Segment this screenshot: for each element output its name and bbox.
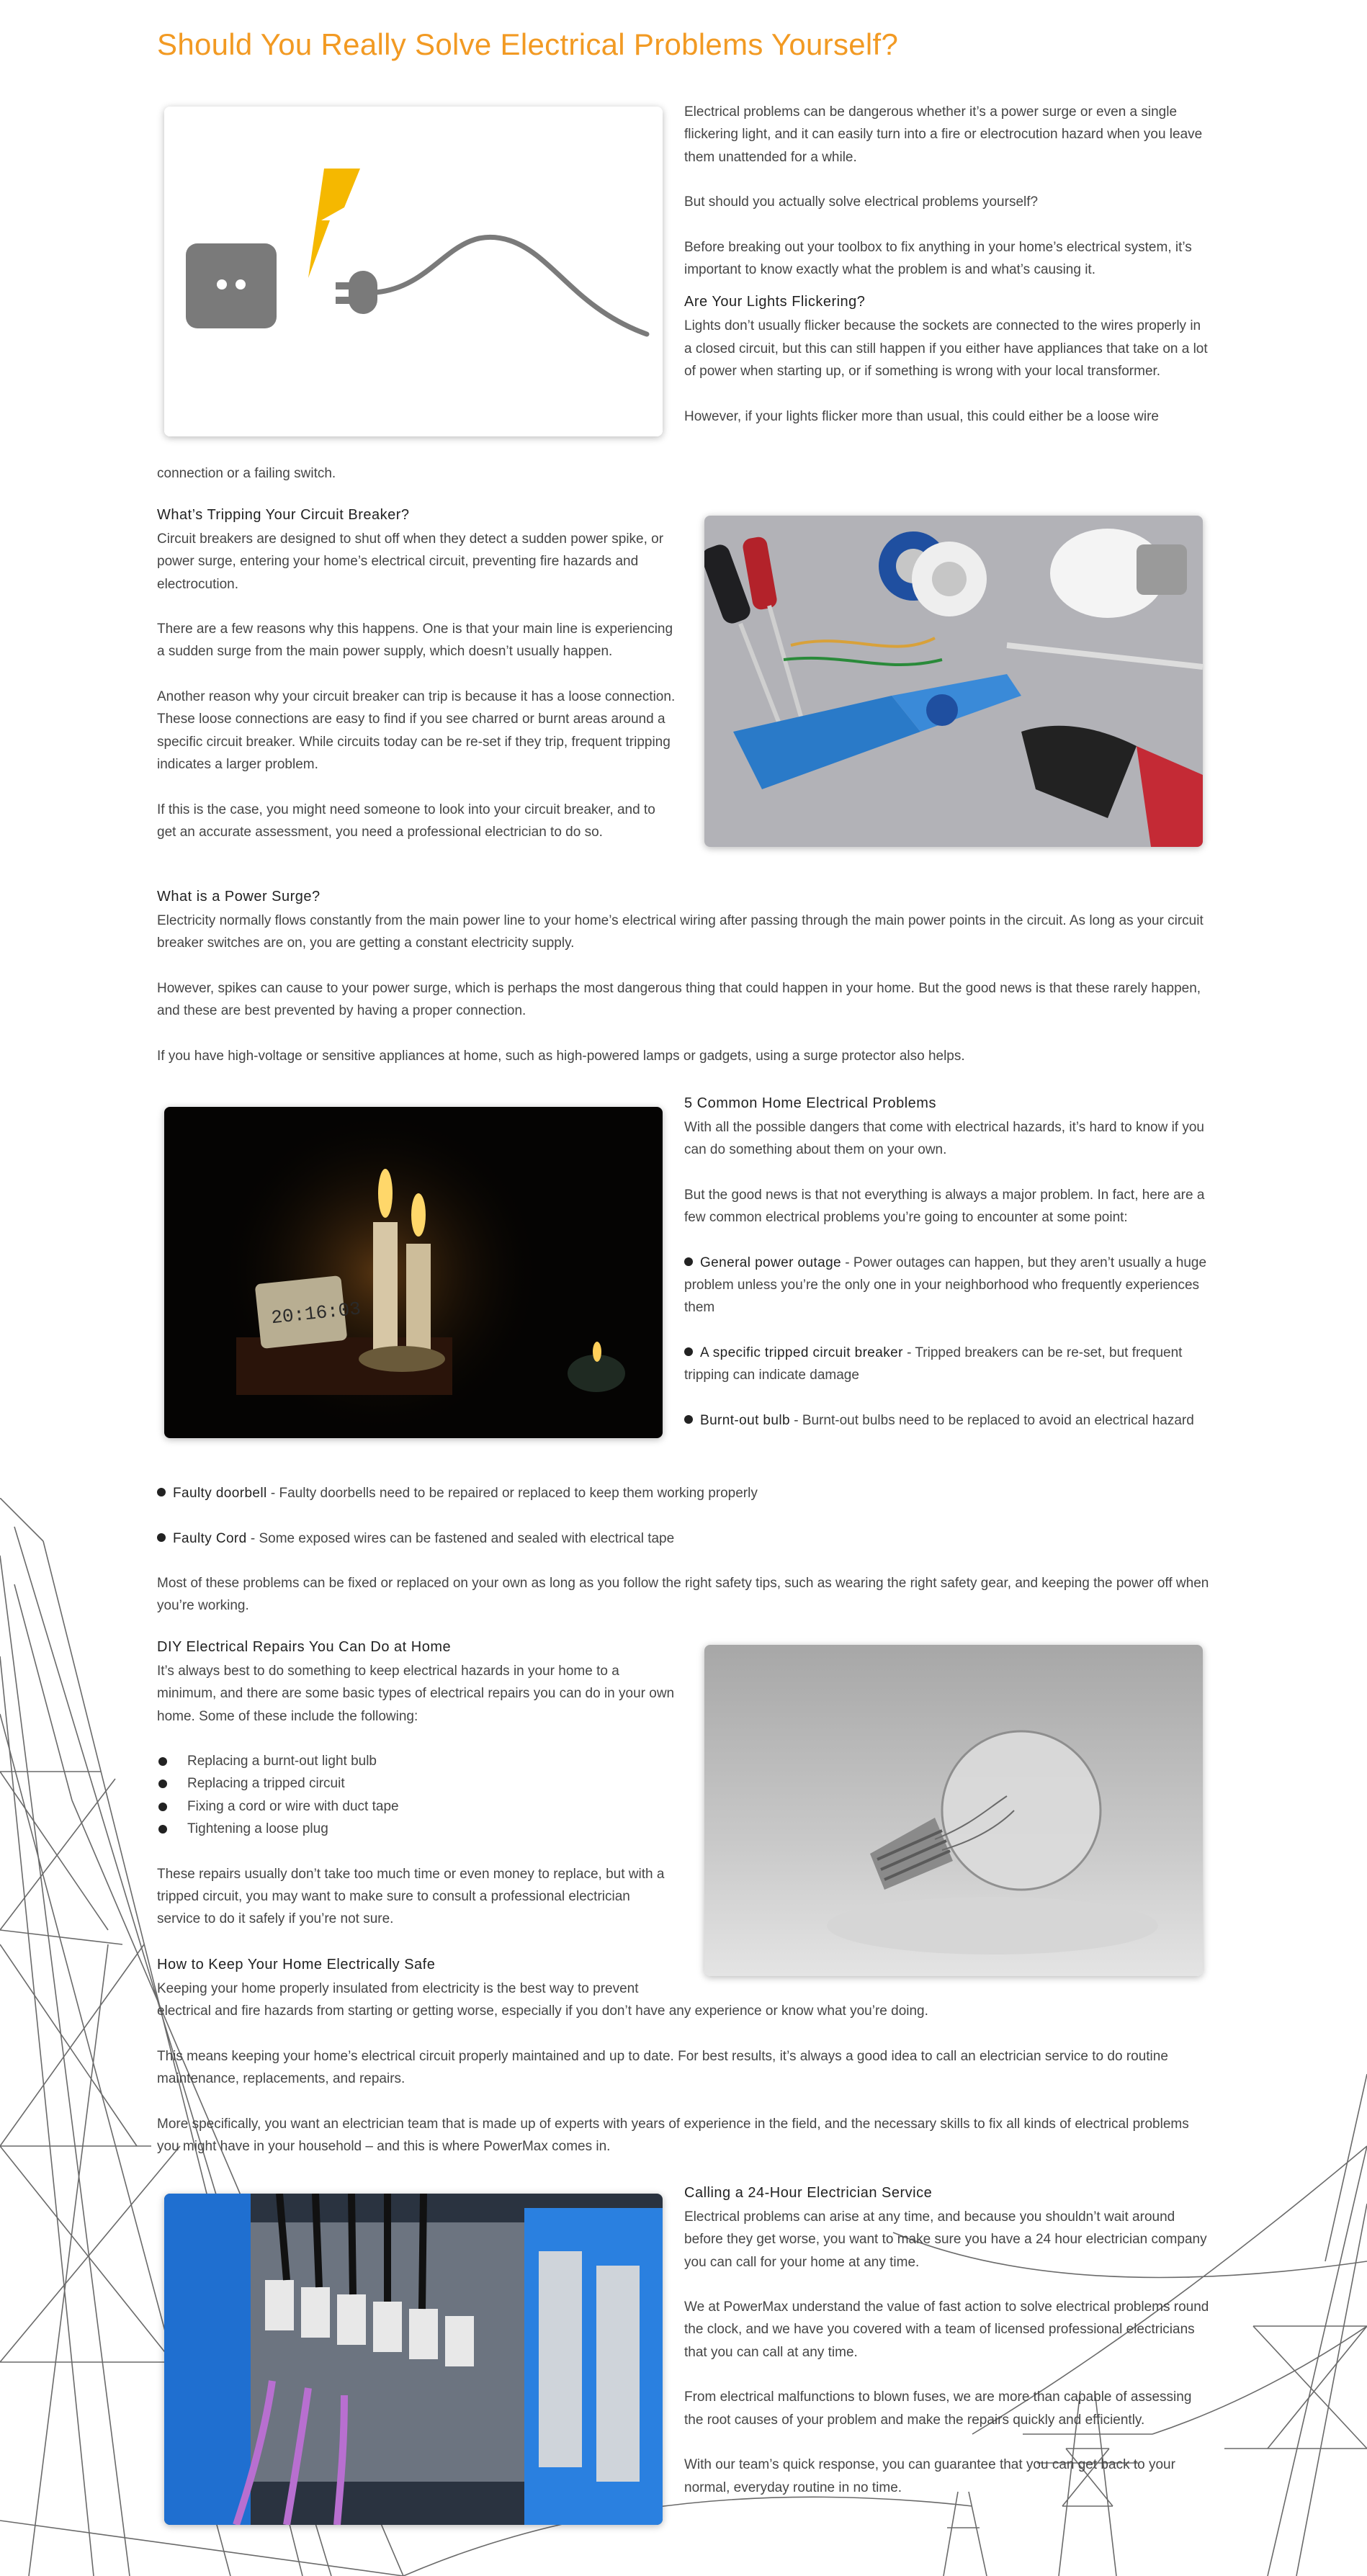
list-item: Tightening a loose plug [157,1818,676,1840]
body-paragraph: Electricity normally flows constantly from the main power line to your home’s electrical wiring after passing through the main power points in the circuit. As long as your circuit breaker switches are on, you are getting a constant electricity supply. [157,913,1204,951]
body-paragraph: Keeping your home properly insulated from electricity is the best way to prevent [157,1981,639,1996]
section-heading: How to Keep Your Home Electrically Safe [157,1957,436,1973]
body-paragraph: This means keeping your home’s electrical circuit properly maintained and up to date. For best results, it’s always a good idea to call an electrician service to do routine maintenance, replacements, and repairs. [157,2048,1168,2087]
problem-item: Burnt-out bulb - Burnt-out bulbs need to be replaced to avoid an electrical hazard [684,1409,1210,1432]
body-paragraph: However, spikes can cause to your power surge, which is perhaps the most dangerous thing that could happen in your home. But the good news is that these rarely happen, and these are best prevented by having a proper connection. [157,980,1201,1019]
body-paragraph: If this is the case, you might need someone to look into your circuit breaker, and to get an accurate assessment, you need a professional electrician to do so. [157,802,655,840]
intro-paragraph: Electrical problems can be dangerous whether it’s a power surge or even a single flickering light, and it can easily turn into a fire or electrocution hazard when you leave them unattended for a while. [684,104,1203,165]
list-item: Replacing a tripped circuit [157,1772,676,1795]
problem-item: Faulty Cord - Some exposed wires can be fastened and sealed with electrical tape [157,1527,1210,1550]
section-heading: Calling a 24-Hour Electrician Service [684,2185,933,2201]
electrician-tools-image [704,516,1203,847]
body-paragraph: Lights don’t usually flicker because the sockets are connected to the wires properly in a closed circuit, but this can still happen if you either have appliances that take on a lot of power when starting up, or if something is wrong with your local transformer. [684,318,1208,379]
body-paragraph: If you have high-voltage or sensitive appliances at home, such as high-powered lamps or gadgets, using a surge protector also helps. [157,1048,965,1064]
plug-socket-image [164,107,663,436]
body-paragraph: Circuit breakers are designed to shut off when they detect a sudden power spike, or power surge, entering your home’s electrical circuit, preventing fire hazards and electrocution. [157,531,664,592]
problem-item: General power outage - Power outages can happen, but they aren’t usually a huge problem unless you’re the only one in your neighborhood who frequently experiences them [684,1255,1207,1316]
bullet-icon [684,1415,693,1424]
clock-display: 20:16:03 [270,1298,362,1329]
section-heading: Are Your Lights Flickering? [684,294,866,310]
electrical-panel-image [164,2194,663,2525]
section-heading: What’s Tripping Your Circuit Breaker? [157,507,410,523]
section-heading: What is a Power Surge? [157,889,321,905]
body-paragraph: But the good news is that not everything is always a major problem. In fact, here are a few common electrical problems you’re going to encounter at some point: [684,1187,1205,1226]
bullet-icon [684,1257,693,1266]
body-paragraph: These repairs usually don’t take too much time or even money to replace, but with a tripped circuit, you may want to make sure to consult a professional electrician service to do it safely if you’re not sure. [157,1866,665,1927]
body-paragraph: However, if your lights flicker more than usual, this could either be a loose wire [684,408,1159,424]
body-paragraph: There are a few reasons why this happens. One is that your main line is experiencing a sudden surge from the main power supply, which doesn’t usually happen. [157,621,673,660]
intro-paragraph: But should you actually solve electrical problems yourself? [684,194,1039,210]
problem-item: Faulty doorbell - Faulty doorbells need to be repaired or replaced to keep them working properly [157,1482,1210,1504]
bullet-icon [157,1488,166,1496]
intro-paragraph: Before breaking out your toolbox to fix anything in your home’s electrical system, it’s important to know exactly what the problem is and what’s causing it. [684,239,1192,278]
page-title: Should You Really Solve Electrical Problems Yourself? [157,27,899,61]
body-paragraph: With all the possible dangers that come with electrical hazards, it’s hard to know if you can do something about them on your own. [684,1120,1204,1158]
light-bulb-image [704,1645,1203,1976]
body-paragraph: electrical and fire hazards from starting or getting worse, especially if you don’t have any experience or know what you’re doing. [157,2003,928,2019]
bullet-icon [684,1347,693,1356]
body-paragraph: It’s always best to do something to keep electrical hazards in your home to a minimum, and there are some basic types of electrical repairs you can do in your own home. Some of these include the following: [157,1664,675,1724]
section-heading: DIY Electrical Repairs You Can Do at Home [157,1639,452,1655]
body-paragraph: connection or a failing switch. [157,466,336,481]
section-heading: 5 Common Home Electrical Problems [684,1095,936,1111]
list-item: Fixing a cord or wire with duct tape [157,1795,676,1818]
body-paragraph: From electrical malfunctions to blown fuses, we are more than capable of assessing the root causes of your problem and make the repairs quickly and efficiently. [684,2389,1192,2428]
body-paragraph: Electrical problems can arise at any time, and because you shouldn’t wait around before they get worse, you want to make sure you have a 24 hour electrician company you can call for your home at any time. [684,2209,1207,2270]
body-paragraph: We at PowerMax understand the value of fast action to solve electrical problems round the clock, and we have you covered with a team of licensed professional electricians that you can call at any time. [684,2299,1209,2360]
bullet-icon [157,1533,166,1542]
problem-item: A specific tripped circuit breaker - Tripped breakers can be re-set, but frequent tripping can indicate damage [684,1345,1183,1383]
body-paragraph: Most of these problems can be fixed or replaced on your own as long as you follow the right safety tips, such as wearing the right safety gear, and keeping the power off when you’re working. [157,1576,1209,1614]
body-paragraph: More specifically, you want an electrician team that is made up of experts with years of experience in the field, and the necessary skills to fix all kinds of electrical problems you might have in your household – and this is where PowerMax comes in. [157,2116,1189,2155]
candles-power-outage-image [164,1107,663,1438]
body-paragraph: Another reason why your circuit breaker can trip is because it has a loose connection. These loose connections are easy to find if you see charred or burnt areas around a specific circuit breaker. While circuits today can be re-set if they trip, frequent tripping indicates a larger problem. [157,689,676,772]
diy-list [157,1750,676,1840]
list-item: Replacing a burnt-out light bulb [157,1750,676,1772]
body-paragraph: With our team’s quick response, you can guarantee that you can get back to your normal, everyday routine in no time. [684,2457,1175,2495]
